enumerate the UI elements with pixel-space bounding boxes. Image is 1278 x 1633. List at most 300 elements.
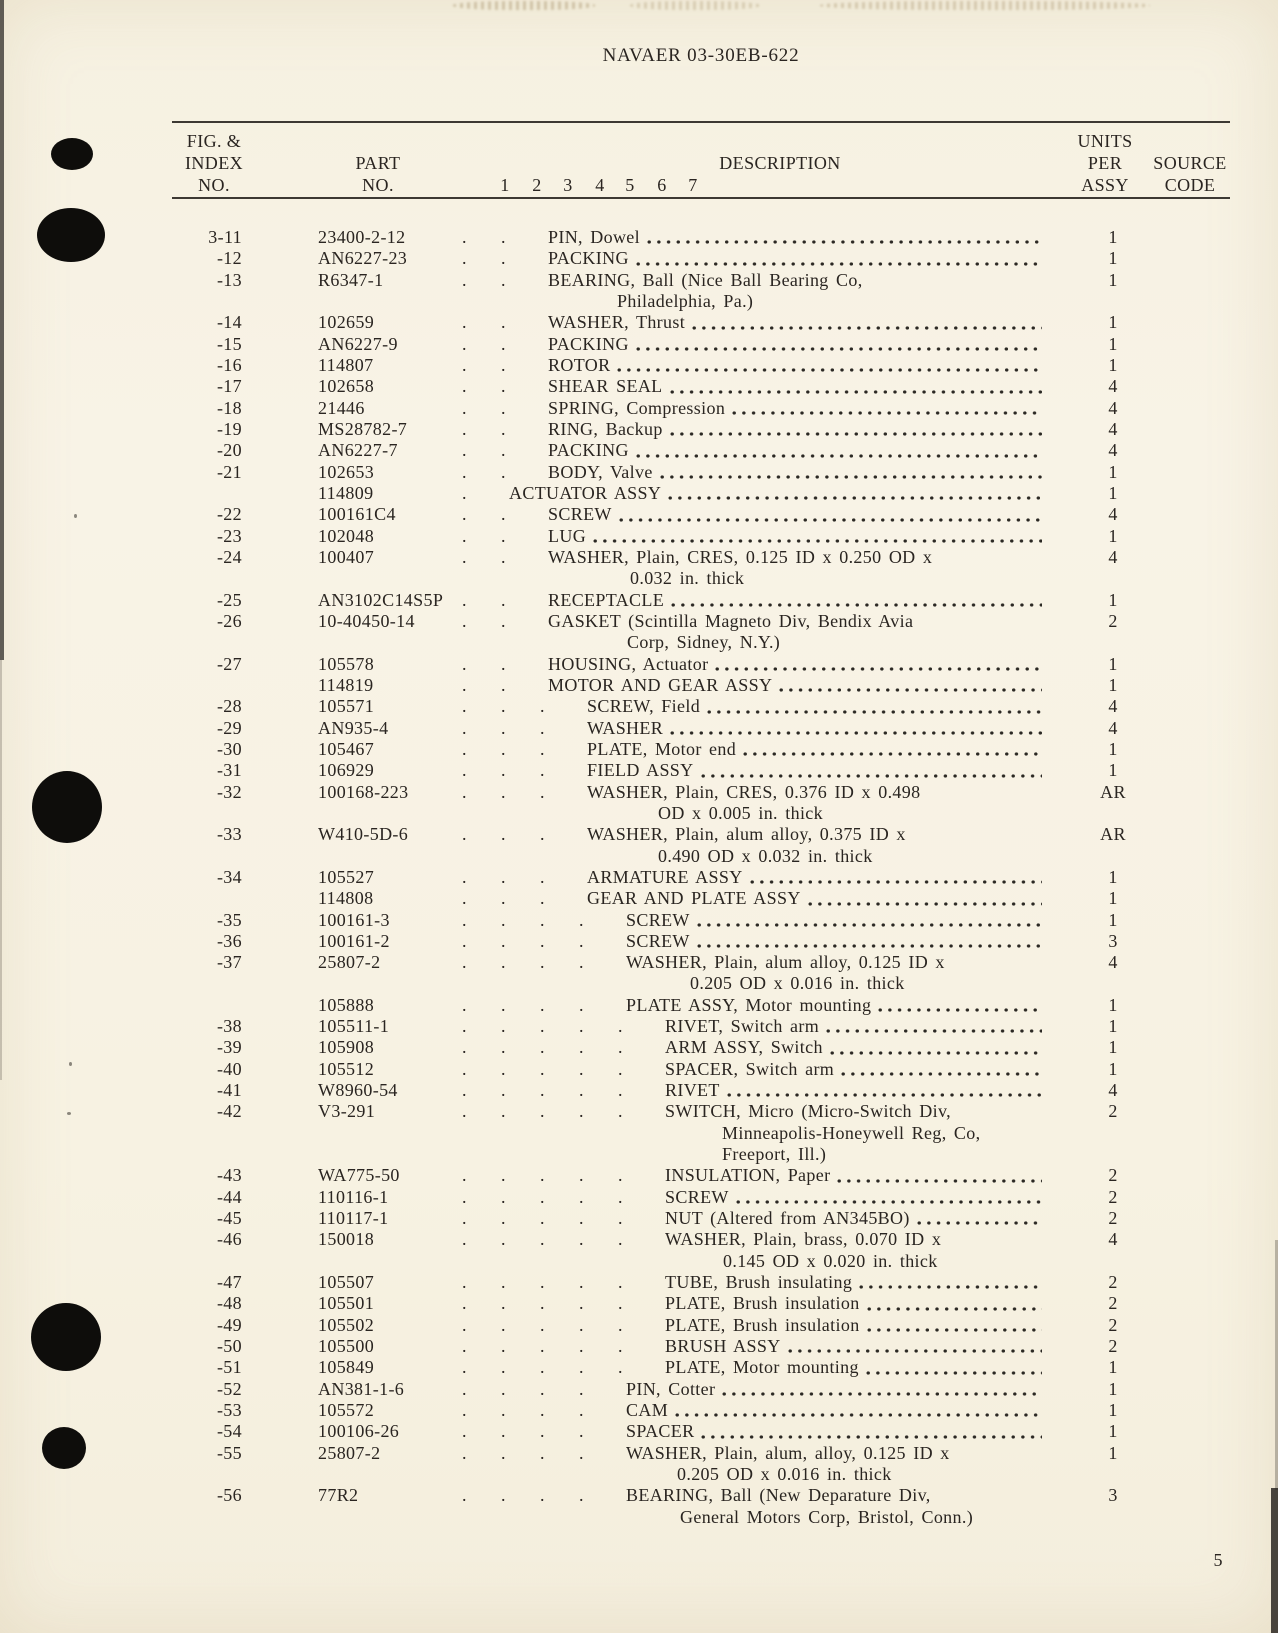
fig-index-no: -29	[216, 717, 242, 738]
indenture-dot: .	[462, 888, 467, 909]
indenture-dot: .	[462, 866, 467, 887]
part-no: 25807-2	[318, 952, 381, 973]
description-cell	[462, 334, 1044, 355]
fig-index-no: -49	[216, 1314, 242, 1335]
indenture-dot: .	[579, 1314, 584, 1335]
description-text: BEARING, Ball (New Deparature Div,	[626, 1485, 931, 1506]
part-no: 105527	[318, 866, 375, 887]
indenture-dot: .	[462, 1165, 467, 1186]
table-row	[0, 1357, 1278, 1378]
indenture-dot: .	[618, 1186, 623, 1207]
description-cell	[462, 867, 1044, 888]
indenture-dot: .	[462, 504, 467, 525]
description-text: FIELD ASSY	[587, 760, 694, 781]
part-no: 105501	[318, 1293, 375, 1314]
indenture-dot: .	[579, 1229, 584, 1250]
description-text: PLATE, Brush insulation	[665, 1314, 860, 1335]
description-continuation: Freeport, Ill.)	[722, 1144, 827, 1165]
source-code	[1158, 995, 1228, 1016]
indenture-dot: .	[501, 1336, 506, 1357]
indenture-dot: .	[501, 1016, 506, 1037]
description-continuation: 0.145 OD x 0.020 in. thick	[723, 1250, 938, 1271]
dot-leader	[617, 367, 1042, 373]
description-text: PACKING	[548, 440, 629, 461]
source-code	[1158, 355, 1228, 376]
fig-index-no: -37	[216, 952, 242, 973]
indenture-dot: .	[501, 674, 506, 695]
indenture-dot: .	[501, 269, 506, 290]
source-code	[1158, 952, 1228, 973]
table-row	[0, 1443, 1278, 1486]
indenture-dot: .	[540, 1421, 545, 1442]
part-no: AN6227-7	[318, 440, 398, 461]
indenture-dot: .	[501, 525, 506, 546]
description-cell	[462, 1485, 1044, 1506]
units-per-assy: 4	[1108, 717, 1118, 738]
indenture-dot: .	[579, 1016, 584, 1037]
description-text: PACKING	[548, 333, 629, 354]
indenture-dot: .	[462, 333, 467, 354]
units-per-assy: 4	[1108, 440, 1118, 461]
source-code	[1158, 1336, 1228, 1357]
indenture-dot: .	[462, 674, 467, 695]
table-row	[0, 1485, 1278, 1528]
dot-leader	[743, 751, 1042, 757]
part-no: MS28782-7	[318, 418, 408, 439]
description-cell	[462, 1208, 1044, 1229]
description-text: WASHER, Plain, alum alloy, 0.375 ID x	[587, 824, 906, 845]
description-cell	[462, 1080, 1044, 1101]
indenture-dot: .	[540, 824, 545, 845]
source-code	[1158, 1208, 1228, 1229]
fig-index-no: -38	[216, 1016, 242, 1037]
indenture-dot: .	[501, 1378, 506, 1399]
part-no: V3-291	[318, 1101, 376, 1122]
description-text: PIN, Dowel	[548, 227, 640, 247]
indenture-dot: .	[540, 1293, 545, 1314]
fig-index-no: -54	[216, 1421, 242, 1442]
source-code	[1158, 462, 1228, 483]
fig-index-no: -51	[216, 1357, 242, 1378]
indenture-dot: .	[618, 1016, 623, 1037]
source-code	[1158, 1016, 1228, 1037]
source-code	[1158, 270, 1228, 291]
indenture-dot: .	[579, 1165, 584, 1186]
indenture-dot: .	[462, 440, 467, 461]
dot-leader	[636, 346, 1042, 352]
fig-index-no	[0, 675, 242, 696]
indenture-dot: .	[501, 1357, 506, 1378]
indenture-dot: .	[462, 824, 467, 845]
table-row	[0, 824, 1278, 867]
description-cell	[462, 1315, 1044, 1336]
indenture-dot: .	[462, 248, 467, 269]
units-per-assy: 1	[1108, 248, 1118, 269]
description-continuation: 0.032 in. thick	[630, 568, 745, 589]
table-body	[0, 227, 1278, 1528]
description-text: NUT (Altered from AN345BO)	[665, 1208, 910, 1229]
indenture-dot: .	[579, 930, 584, 951]
dot-leader	[670, 431, 1042, 437]
description-cell	[462, 1272, 1044, 1293]
indenture-dot: .	[501, 1080, 506, 1101]
table-row	[0, 718, 1278, 739]
fig-index-no: -22	[216, 504, 242, 525]
source-code	[1158, 1293, 1228, 1314]
indenture-dot: .	[540, 1037, 545, 1058]
fig-index-no	[0, 888, 242, 909]
indenture-dot: .	[540, 1165, 545, 1186]
indenture-dot: .	[540, 1400, 545, 1421]
indenture-dot: .	[501, 824, 506, 845]
column-header-fig-index: INDEX	[185, 153, 243, 173]
indenture-dot: .	[540, 781, 545, 802]
units-per-assy: 1	[1108, 461, 1118, 482]
fig-index-no: -33	[216, 824, 242, 845]
units-per-assy: 1	[1108, 994, 1118, 1015]
indenture-dot: .	[462, 717, 467, 738]
part-no: 114807	[318, 354, 374, 375]
column-header-units: PER	[1087, 153, 1123, 173]
description-text: SCREW	[626, 930, 690, 951]
source-code	[1158, 526, 1228, 547]
units-per-assy: 1	[1108, 1037, 1118, 1058]
indenture-dot: .	[462, 994, 467, 1015]
source-code	[1158, 547, 1228, 568]
indenture-dot: .	[579, 1186, 584, 1207]
units-per-assy: AR	[1100, 781, 1126, 802]
fig-index-no: -43	[216, 1165, 242, 1186]
dot-leader	[878, 1007, 1042, 1013]
indenture-dot: .	[462, 909, 467, 930]
indenture-dot: .	[501, 952, 506, 973]
table-row	[0, 1336, 1278, 1357]
part-no: 105500	[318, 1336, 375, 1357]
punch-hole	[51, 138, 93, 170]
source-code	[1158, 760, 1228, 781]
indenture-dot: .	[462, 1400, 467, 1421]
description-text: WASHER	[587, 717, 664, 738]
source-code	[1158, 1421, 1228, 1442]
description-cell	[462, 952, 1044, 973]
units-per-assy: 4	[1108, 418, 1118, 439]
indenture-dot: .	[462, 696, 467, 717]
dot-leader	[736, 1199, 1042, 1205]
indenture-dot: .	[501, 930, 506, 951]
description-text: PLATE, Brush insulation	[665, 1293, 860, 1314]
indenture-dot: .	[540, 1378, 545, 1399]
table-row	[0, 312, 1278, 333]
table-row	[0, 739, 1278, 760]
fig-index-no: -26	[216, 610, 242, 631]
description-text: ARM ASSY, Switch	[665, 1037, 823, 1058]
indenture-dot: .	[579, 1421, 584, 1442]
description-text: ARMATURE ASSY	[587, 866, 743, 887]
source-code	[1158, 1443, 1228, 1464]
indenture-dot: .	[501, 354, 506, 375]
part-no: 106929	[318, 760, 375, 781]
indenture-dot: .	[540, 1357, 545, 1378]
indenture-dot: .	[540, 909, 545, 930]
dot-leader	[647, 239, 1042, 245]
indenture-dot: .	[462, 653, 467, 674]
fig-index-no: -30	[216, 738, 242, 759]
table-row	[0, 1165, 1278, 1186]
description-text: WASHER, Plain, CRES, 0.125 ID x 0.250 OD x	[548, 546, 933, 567]
indenture-dot: .	[462, 1378, 467, 1399]
indenture-dot: .	[462, 952, 467, 973]
units-per-assy: 2	[1108, 1165, 1118, 1186]
part-no: WA775-50	[318, 1165, 400, 1186]
description-text: PLATE ASSY, Motor mounting	[626, 994, 872, 1015]
units-per-assy: 3	[1108, 930, 1118, 951]
part-no: 105849	[318, 1357, 375, 1378]
indenture-dot: .	[618, 1037, 623, 1058]
indenture-dot: .	[501, 504, 506, 525]
part-no: 105908	[318, 1037, 375, 1058]
fig-index-no: -28	[216, 696, 242, 717]
dot-leader	[917, 1220, 1042, 1226]
indenture-level-number: 7	[688, 175, 698, 195]
indenture-dot: .	[462, 1037, 467, 1058]
description-cell	[462, 547, 1044, 568]
part-no: 105507	[318, 1272, 375, 1293]
indenture-level-number: 3	[563, 175, 573, 195]
indenture-level-number: 1	[500, 175, 510, 195]
indenture-dot: .	[462, 738, 467, 759]
description-cell	[462, 419, 1044, 440]
indenture-dot: .	[462, 269, 467, 290]
description-cell	[462, 1016, 1044, 1037]
table-row	[0, 696, 1278, 717]
indenture-dot: .	[540, 1229, 545, 1250]
indenture-dot: .	[579, 1357, 584, 1378]
indenture-dot: .	[540, 866, 545, 887]
indenture-dot: .	[540, 1336, 545, 1357]
description-cell	[462, 526, 1044, 547]
description-text: RING, Backup	[548, 418, 663, 439]
source-code	[1158, 227, 1228, 248]
part-no: 105467	[318, 738, 375, 759]
indenture-dot: .	[579, 1208, 584, 1229]
units-per-assy: 4	[1108, 696, 1118, 717]
indenture-dot: .	[579, 1272, 584, 1293]
table-rule-top	[172, 121, 1230, 123]
description-cell	[462, 760, 1044, 781]
source-code	[1158, 1187, 1228, 1208]
indenture-dot: .	[501, 760, 506, 781]
units-per-assy: 1	[1108, 1357, 1118, 1378]
units-per-assy: 2	[1108, 1186, 1118, 1207]
indenture-dot: .	[462, 461, 467, 482]
table-row	[0, 1379, 1278, 1400]
dot-leader	[841, 1071, 1042, 1077]
indenture-dot: .	[462, 781, 467, 802]
description-cell	[462, 910, 1044, 931]
description-cell	[462, 1059, 1044, 1080]
indenture-dot: .	[579, 1080, 584, 1101]
table-row	[0, 419, 1278, 440]
part-no: 77R2	[318, 1485, 359, 1506]
dot-leader	[779, 687, 1042, 693]
units-per-assy: 3	[1108, 1485, 1118, 1506]
source-code	[1158, 504, 1228, 525]
units-per-assy: 4	[1108, 397, 1118, 418]
fig-index-no: -47	[216, 1272, 242, 1293]
indenture-dot: .	[540, 760, 545, 781]
indenture-dot: .	[540, 1058, 545, 1079]
units-per-assy: 2	[1108, 1314, 1118, 1335]
description-text: PLATE, Motor end	[587, 738, 737, 759]
source-code	[1158, 675, 1228, 696]
dot-leader	[636, 261, 1042, 267]
units-per-assy: 1	[1108, 674, 1118, 695]
description-text: LUG	[548, 525, 587, 546]
units-per-assy: 1	[1108, 482, 1118, 503]
units-per-assy: 4	[1108, 1229, 1118, 1250]
fig-index-no: -19	[216, 418, 242, 439]
indenture-dot: .	[462, 525, 467, 546]
table-row	[0, 398, 1278, 419]
table-row	[0, 334, 1278, 355]
indenture-dot: .	[462, 1293, 467, 1314]
table-row	[0, 1059, 1278, 1080]
indenture-dot: .	[579, 1037, 584, 1058]
dot-leader	[692, 325, 1042, 331]
dot-leader	[727, 1092, 1042, 1098]
part-no: 102048	[318, 525, 375, 546]
part-no: 114808	[318, 888, 374, 909]
table-row	[0, 995, 1278, 1016]
units-per-assy: 1	[1108, 760, 1118, 781]
description-text: PLATE, Motor mounting	[665, 1357, 859, 1378]
indenture-dot: .	[462, 1101, 467, 1122]
description-text: SCREW	[548, 504, 612, 525]
table-row	[0, 1315, 1278, 1336]
indenture-dot: .	[540, 738, 545, 759]
indenture-dot: .	[501, 696, 506, 717]
part-no: 10-40450-14	[318, 610, 415, 631]
indenture-dot: .	[462, 1272, 467, 1293]
indenture-dot: .	[618, 1208, 623, 1229]
units-per-assy: 4	[1108, 952, 1118, 973]
description-text: SPACER	[626, 1421, 695, 1442]
description-text: WASHER, Plain, alum, alloy, 0.125 ID x	[626, 1442, 950, 1463]
fig-index-no: -14	[216, 312, 242, 333]
description-cell	[462, 376, 1044, 397]
description-text: WASHER, Thrust	[548, 312, 686, 333]
fig-index-no: -17	[216, 376, 242, 397]
source-code	[1158, 398, 1228, 419]
source-code	[1158, 739, 1228, 760]
source-code	[1158, 1357, 1228, 1378]
description-text: ROTOR	[548, 354, 611, 375]
indenture-dot: .	[540, 1101, 545, 1122]
part-no: R6347-1	[318, 269, 384, 290]
fig-index-no: -24	[216, 546, 242, 567]
ink-bleed-through	[630, 1, 760, 10]
description-text: RIVET, Switch arm	[665, 1016, 820, 1037]
indenture-dot: .	[501, 1421, 506, 1442]
dot-leader	[619, 517, 1042, 523]
indenture-dot: .	[501, 781, 506, 802]
indenture-dot: .	[462, 376, 467, 397]
fig-index-no: -27	[216, 653, 242, 674]
indenture-dot: .	[540, 930, 545, 951]
description-cell	[462, 1229, 1044, 1250]
column-header-fig-index: FIG. &	[186, 131, 242, 151]
indenture-dot: .	[462, 610, 467, 631]
table-row	[0, 654, 1278, 675]
table-row	[0, 1229, 1278, 1272]
table-row	[0, 355, 1278, 376]
indenture-dot: .	[501, 738, 506, 759]
indenture-dot: .	[618, 1293, 623, 1314]
part-no: 21446	[318, 397, 365, 418]
description-text: RIVET	[665, 1080, 720, 1101]
description-cell	[462, 675, 1044, 696]
table-row	[0, 1101, 1278, 1165]
dot-leader	[826, 1028, 1042, 1034]
indenture-dot: .	[540, 1080, 545, 1101]
fig-index-no: -13	[216, 269, 242, 290]
units-per-assy: 1	[1108, 888, 1118, 909]
indenture-dot: .	[462, 1442, 467, 1463]
part-no: 102653	[318, 461, 375, 482]
indenture-dot: .	[462, 354, 467, 375]
description-text: WASHER, Plain, brass, 0.070 ID x	[665, 1229, 942, 1250]
dot-leader	[697, 943, 1042, 949]
table-row	[0, 227, 1278, 248]
description-cell	[462, 1187, 1044, 1208]
source-code	[1158, 1037, 1228, 1058]
indenture-dot: .	[501, 418, 506, 439]
indenture-dot: .	[462, 1229, 467, 1250]
indenture-dot: .	[501, 909, 506, 930]
description-cell	[462, 483, 1044, 504]
part-no: AN381-1-6	[318, 1378, 405, 1399]
description-cell	[462, 696, 1044, 717]
table-row	[0, 952, 1278, 995]
dot-leader	[707, 709, 1042, 715]
indenture-level-number: 4	[595, 175, 605, 195]
indenture-dot: .	[618, 1272, 623, 1293]
fig-index-no: -50	[216, 1336, 242, 1357]
fig-index-no: -31	[216, 760, 242, 781]
part-no: 105502	[318, 1314, 375, 1335]
fig-index-no: -36	[216, 930, 242, 951]
indenture-dot: .	[618, 1229, 623, 1250]
indenture-dot: .	[462, 589, 467, 610]
indenture-dot: .	[501, 461, 506, 482]
fig-index-no: -12	[216, 248, 242, 269]
indenture-dot: .	[501, 1101, 506, 1122]
table-rule-bottom	[172, 197, 1230, 199]
description-cell	[462, 654, 1044, 675]
indenture-dot: .	[462, 1208, 467, 1229]
description-cell	[462, 718, 1044, 739]
units-per-assy: AR	[1100, 824, 1126, 845]
indenture-dot: .	[501, 1272, 506, 1293]
page-number: 5	[1213, 1550, 1223, 1570]
indenture-dot: .	[540, 1442, 545, 1463]
part-no: 100106-26	[318, 1421, 400, 1442]
description-cell	[462, 739, 1044, 760]
table-row	[0, 910, 1278, 931]
part-no: 110117-1	[318, 1208, 389, 1229]
indenture-dot: .	[501, 1186, 506, 1207]
dot-leader	[660, 474, 1042, 480]
